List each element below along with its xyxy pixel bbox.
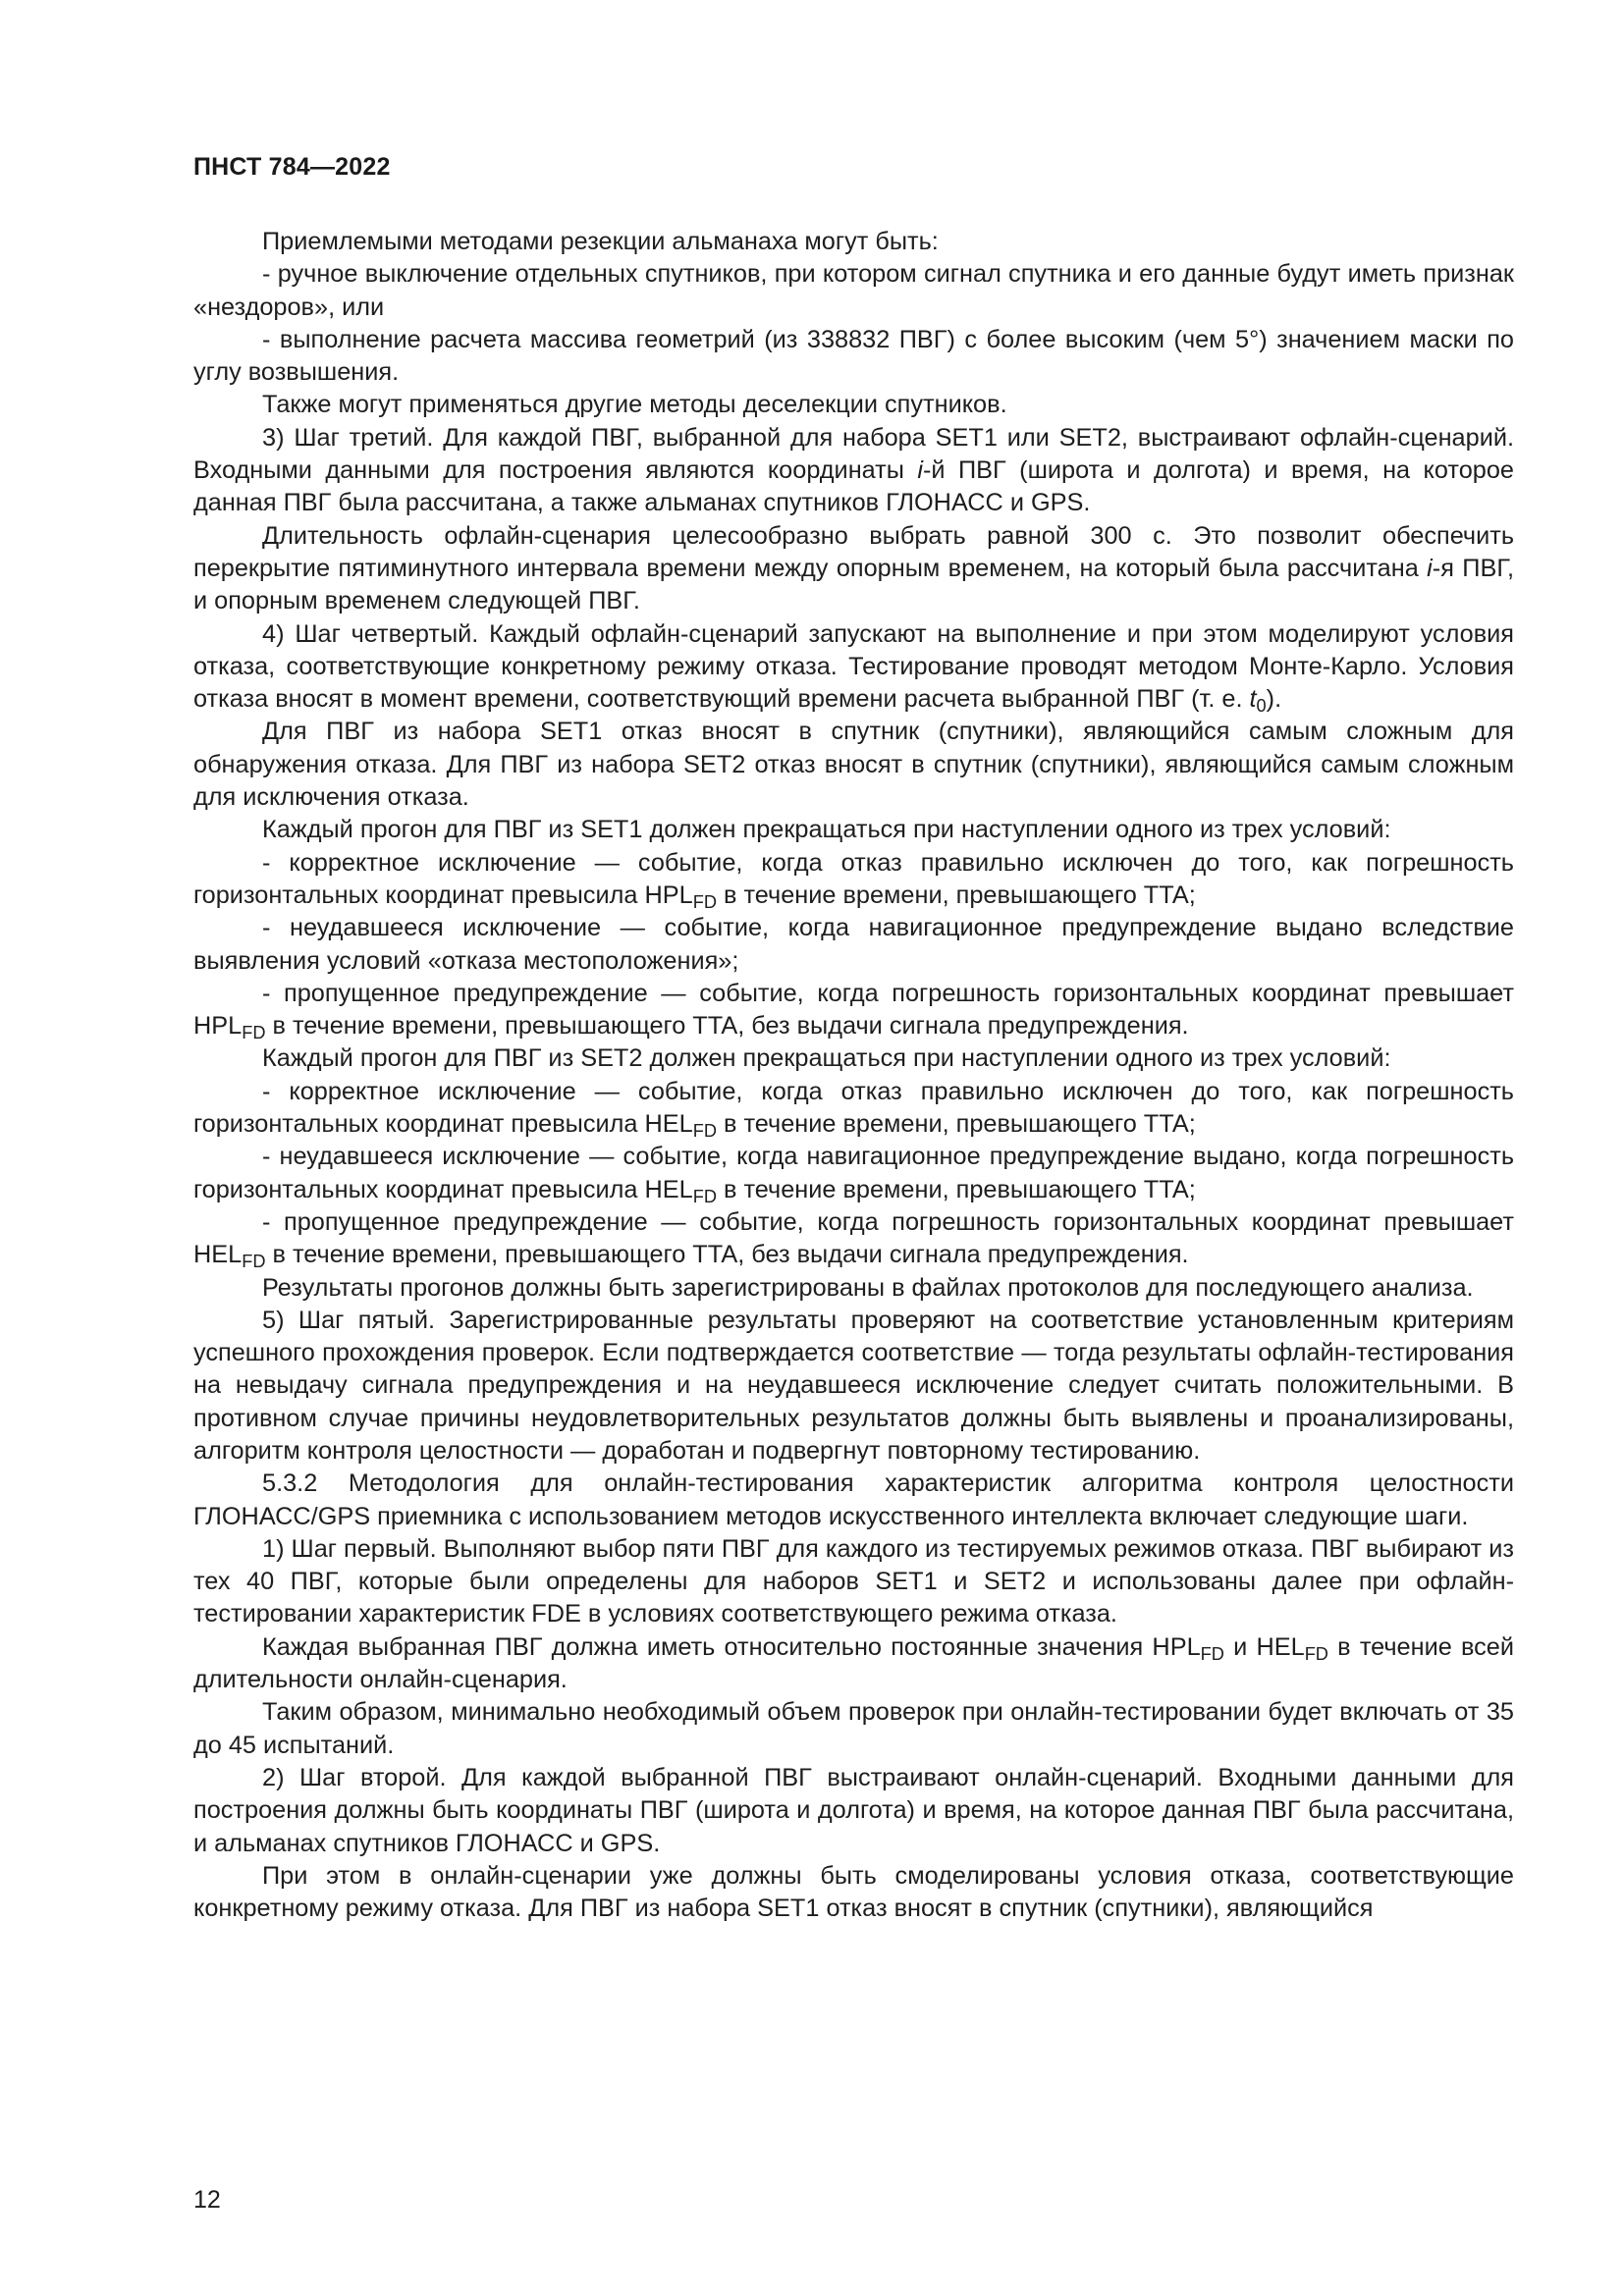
paragraph: - неудавшееся исключение — событие, когда навигационное предупреждение выдано вследствие выявления условий «отказа местоположения»; xyxy=(193,914,1514,975)
paragraph: - неудавшееся исключение — событие, когда навигационное предупреждение выдано, когда погрешность горизонтальных координат превысила $HEL_{FD}$ в течение времени, превышающего TTA; xyxy=(193,1143,1514,1206)
document-body xyxy=(193,226,1514,1925)
paragraph: При этом в онлайн-сценарии уже должны быть смоделированы условия отказа, соответствующие конкретному режиму отказа. Для ПВГ из набора SET1 отказ вносят в спутник (спутники), являющийся xyxy=(193,1861,1514,1923)
paragraph: 2) Шаг второй. Для каждой выбранной ПВГ выстраивают онлайн-сценарий. Входными данными для построения должны быть координаты ПВГ (широта и долгота) и время, на которое данная ПВГ была рассчитана, и альманах спутников ГЛОНАСС и GPS. xyxy=(193,1763,1514,1857)
paragraph: Также могут применяться другие методы деселекции спутников. xyxy=(262,391,1007,419)
paragraph: - пропущенное предупреждение — событие, когда погрешность горизонтальных координат превышает $HPL_{FD}$ в течение времени, превышающего TTA, без выдачи сигнала предупреждения. xyxy=(193,979,1514,1043)
paragraph: Каждый прогон для ПВГ из SET1 должен прекращаться при наступлении одного из трех условий: xyxy=(262,816,1391,844)
paragraph: Результаты прогонов должны быть зарегистрированы в файлах протоколов для последующего анализа. xyxy=(262,1273,1474,1302)
paragraph: - корректное исключение — событие, когда отказ правильно исключен до того, как погрешность горизонтальных координат превысила $HPL_{FD}$ в течение времени, превышающего TTA; xyxy=(193,848,1514,913)
paragraph: 3) Шаг третий. Для каждой ПВГ, выбранной для набора SET1 или SET2, выстраивают офлайн-сценарий. Входными данными для построения являются координаты i-й ПВГ (широта и долгота) и время, на которое данная ПВГ была рассчитана, а также альманах спутников ГЛОНАСС и GPS. xyxy=(193,423,1514,517)
paragraph: 5.3.2 Методология для онлайн-тестирования характеристик алгоритма контроля целостности ГЛОНАСС/GPS приемника с использованием методов искусственного интеллекта включает следующие шаги. xyxy=(193,1469,1514,1530)
paragraph: - корректное исключение — событие, когда отказ правильно исключен до того, как погрешность горизонтальных координат превысила $HEL_{FD}$ в течение времени, превышающего TTA; xyxy=(193,1077,1514,1142)
paragraph: Приемлемыми методами резекции альманаха могут быть: xyxy=(262,228,939,255)
paragraph: - ручное выключение отдельных спутников, при котором сигнал спутника и его данные будут иметь признак «нездоров», или xyxy=(193,260,1514,321)
paragraph: Каждый прогон для ПВГ из SET2 должен прекращаться при наступлении одного из трех условий: xyxy=(262,1044,1391,1073)
page-header-standard-id: ПНСТ 784—2022 xyxy=(193,153,391,181)
paragraph: Длительность офлайн-сценария целесообразно выбрать равной 300 с. Это позволит обеспечить перекрытие пятиминутного интервала времени между опорным временем, на который была рассчитана i-я ПВГ, и опорным временем следующей ПВГ. xyxy=(193,521,1514,615)
paragraph: 1) Шаг первый. Выполняют выбор пяти ПВГ для каждого из тестируемых режимов отказа. ПВГ выбирают из тех 40 ПВГ, которые были определены для наборов SET1 и SET2 и использованы далее при офлайн-тестировании характеристик FDE в условиях соответствующего режима отказа. xyxy=(193,1534,1515,1629)
paragraph: Каждая выбранная ПВГ должна иметь относительно постоянные значения $HPL_{FD}$ и $HEL_{FD}$ в течение всей длительности онлайн-сценария. xyxy=(193,1632,1514,1694)
paragraph: Для ПВГ из набора SET1 отказ вносят в спутник (спутники), являющийся самым сложным для обнаружения отказа. Для ПВГ из набора SET2 отказ вносят в спутник (спутники), являющийся самым сложным для исключения отказа. xyxy=(193,718,1514,812)
paragraph: 5) Шаг пятый. Зарегистрированные результаты проверяют на соответствие установленным критериям успешного прохождения проверок. Если подтверждается соответствие — тогда результаты офлайн-тестирования на невыдачу сигнала предупреждения и на неудавшееся исключение следует считать положительными. В противном случае причины неудовлетворительных результатов должны быть выявлены и проанализированы, алгоритм контроля целостности — доработан и подвергнут повторному тестированию. xyxy=(193,1306,1514,1465)
paragraph: - выполнение расчета массива геометрий (из 338832 ПВГ) с более высоким (чем 5°) значением маски по углу возвышения. xyxy=(193,325,1514,387)
paragraph: Таким образом, минимально необходимый объем проверок при онлайн-тестировании будет включать от 35 до 45 испытаний. xyxy=(193,1698,1514,1759)
paragraph: 4) Шаг четвертый. Каждый офлайн-сценарий запускают на выполнение и при этом моделируют условия отказа, соответствующие конкретному режиму отказа. Тестирование проводят методом Монте-Карло. Условия отказа вносят в момент времени, соответствующий времени расчета выбранной ПВГ (т. е. $t_0$). xyxy=(193,619,1514,717)
page-number: 12 xyxy=(193,2186,221,2214)
paragraph: - пропущенное предупреждение — событие, когда погрешность горизонтальных координат превышает $HEL_{FD}$ в течение времени, превышающего TTA, без выдачи сигнала предупреждения. xyxy=(193,1207,1514,1272)
